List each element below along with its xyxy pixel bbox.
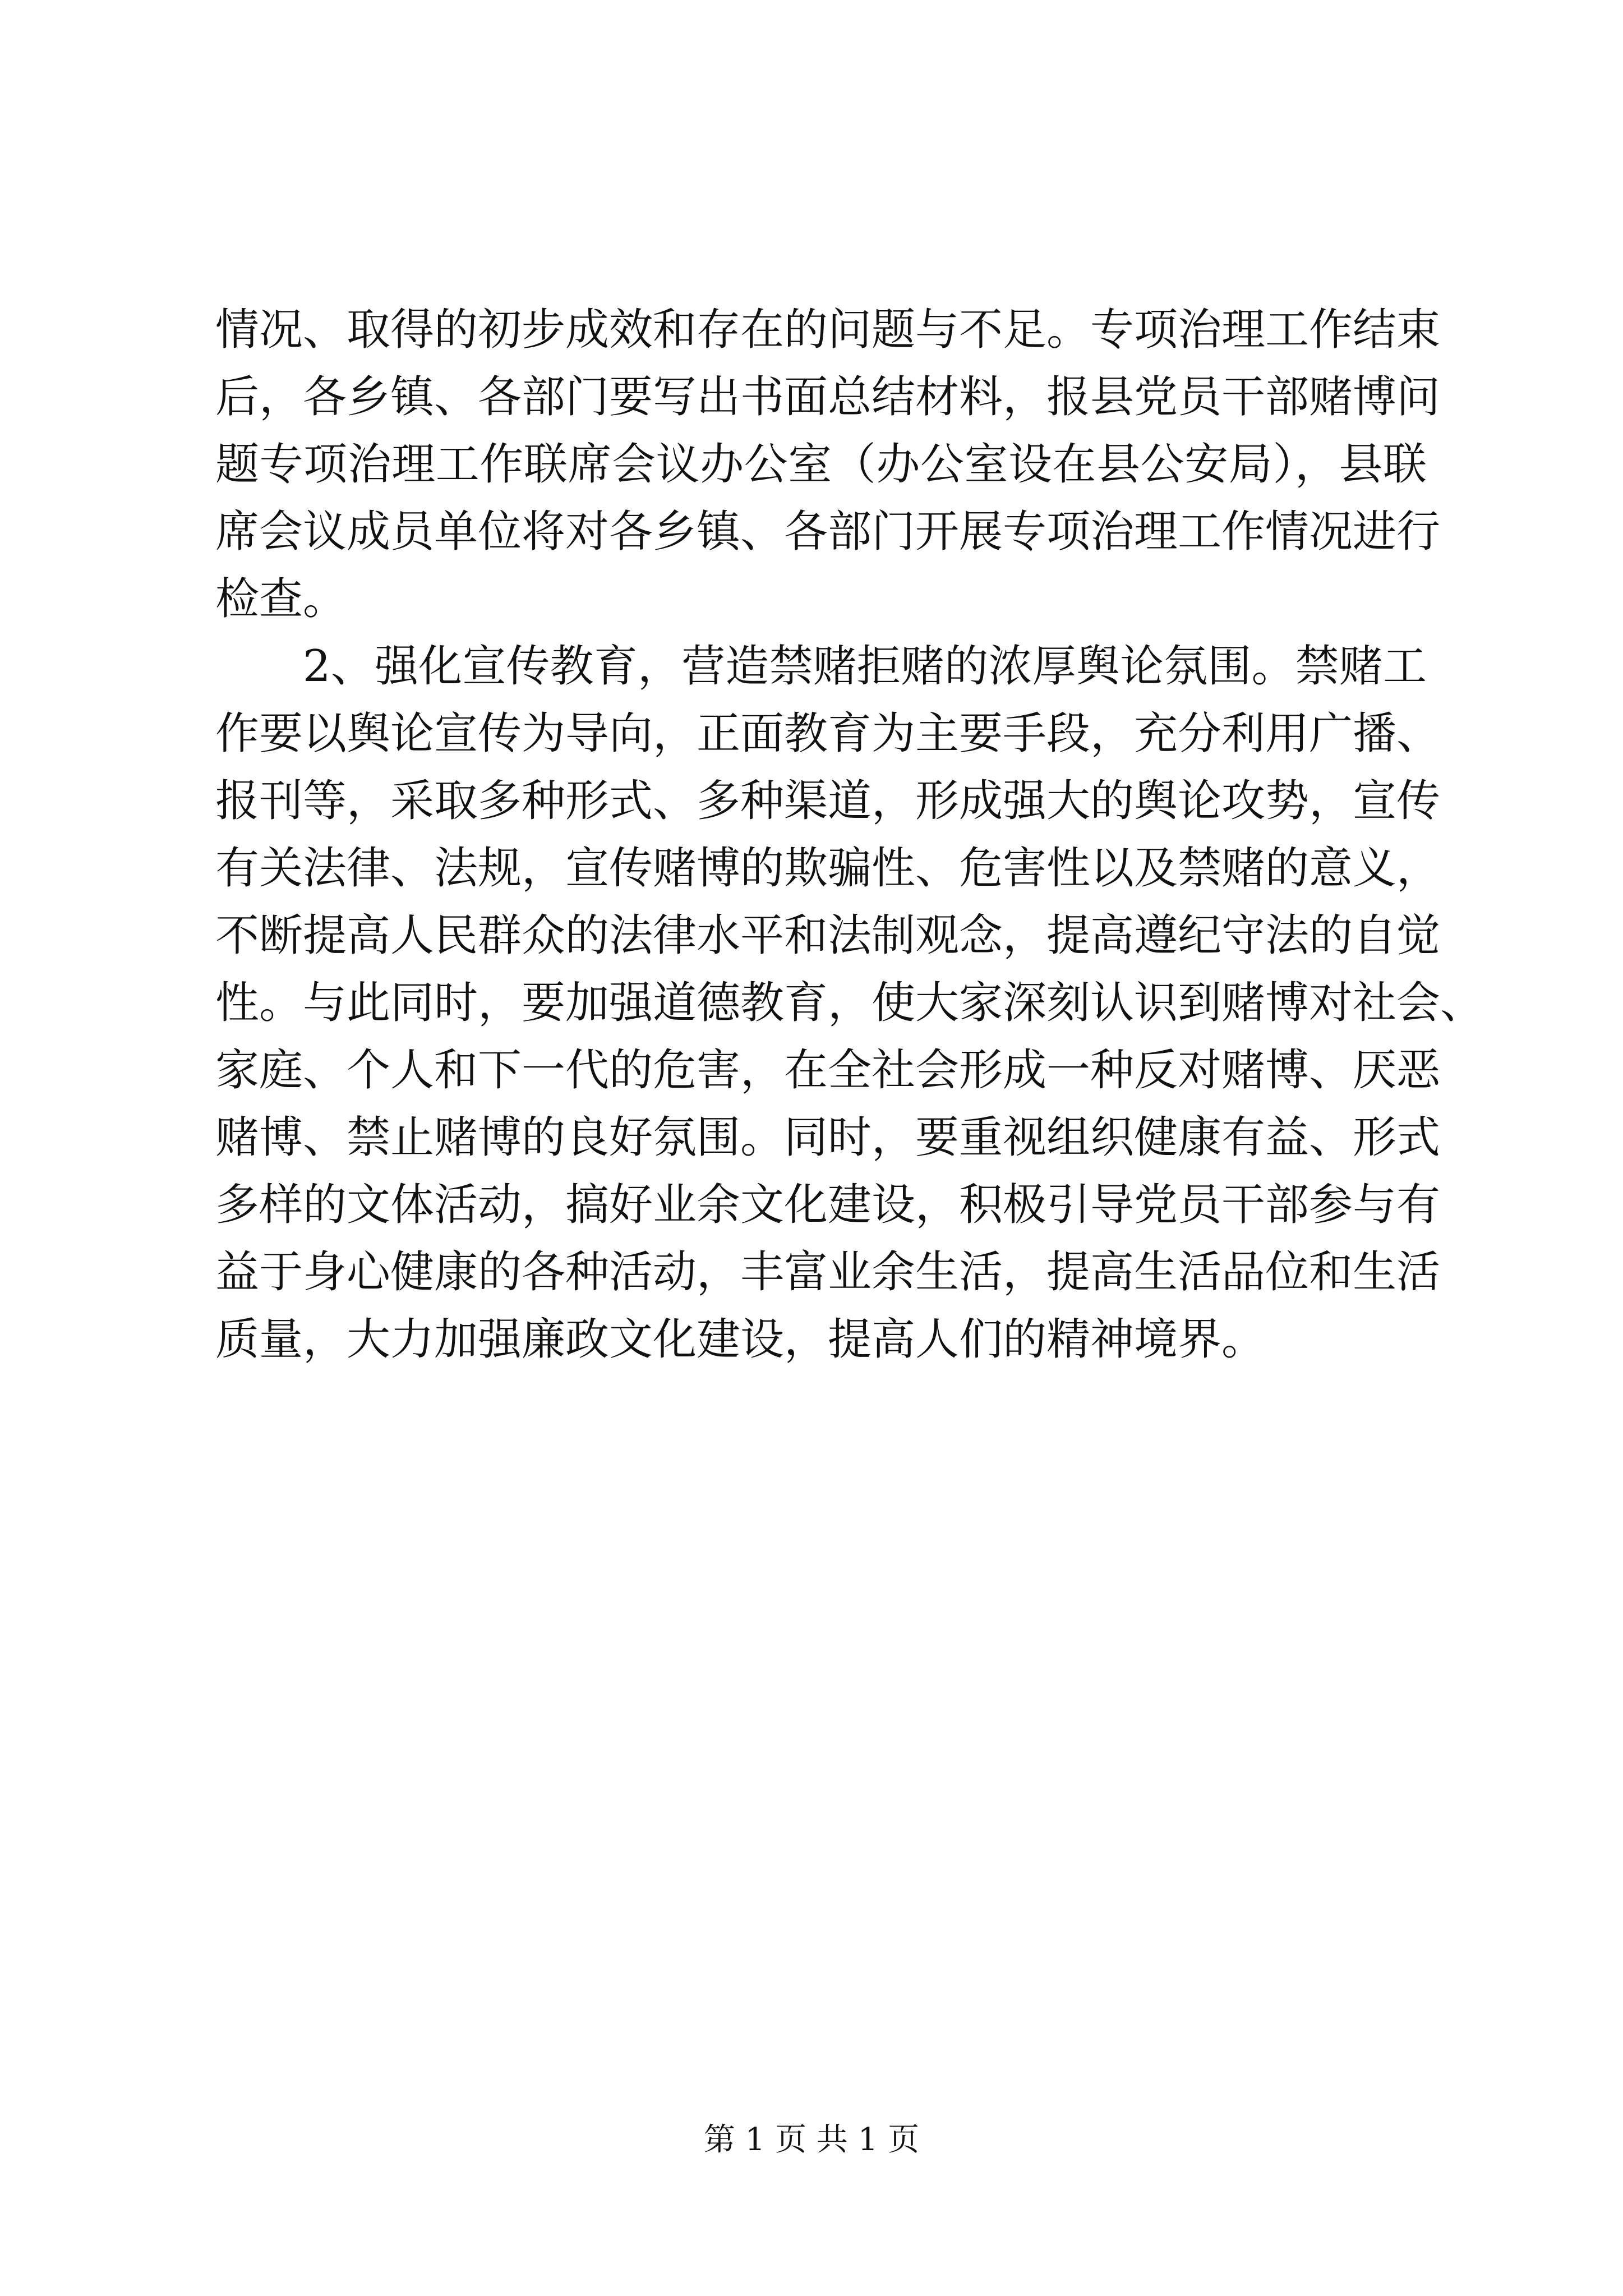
text-line: 情况、取得的初步成效和存在的问题与不足。专项治理工作结束 (215, 305, 1441, 355)
text-line: 益于身心健康的各种活动，丰富业余生活，提高生活品位和生活 (215, 1247, 1441, 1297)
text-line: 有关法律、法规，宣传赌博的欺骗性、危害性以及禁赌的意义， (215, 843, 1441, 894)
text-line: 家庭、个人和下一代的危害，在全社会形成一种反对赌博、厌恶 (215, 1045, 1441, 1096)
text-line: 2、强化宣传教育，营造禁赌拒赌的浓厚舆论氛围。禁赌工 (303, 641, 1427, 692)
text-line: 性。与此同时，要加强道德教育，使大家深刻认识到赌博对社会、 (215, 978, 1484, 1028)
page-footer: 第 1 页 共 1 页 (703, 2122, 920, 2158)
document-body (215, 296, 1484, 1373)
text-line: 作要以舆论宣传为导向，正面教育为主要手段，充分利用广播、 (215, 708, 1441, 759)
text-line: 质量，大力加强廉政文化建设，提高人们的精神境界。 (215, 1314, 1266, 1365)
text-line: 多样的文体活动，搞好业余文化建设，积极引导党员干部参与有 (215, 1180, 1441, 1230)
paragraph-2 (215, 633, 1484, 1373)
paragraph-1 (215, 296, 1441, 633)
text-line: 检查。 (215, 574, 347, 624)
text-line: 不断提高人民群众的法律水平和法制观念，提高遵纪守法的自觉 (215, 910, 1441, 961)
text-line: 报刊等，采取多种形式、多种渠道，形成强大的舆论攻势，宣传 (215, 776, 1441, 826)
text-line: 席会议成员单位将对各乡镇、各部门开展专项治理工作情况进行 (215, 507, 1441, 557)
text-line: 后，各乡镇、各部门要写出书面总结材料，报县党员干部赌博问 (215, 372, 1441, 422)
text-line: 赌博、禁止赌博的良好氛围。同时，要重视组织健康有益、形式 (215, 1112, 1441, 1163)
text-line: 题专项治理工作联席会议办公室（办公室设在县公安局），县联 (215, 439, 1427, 490)
